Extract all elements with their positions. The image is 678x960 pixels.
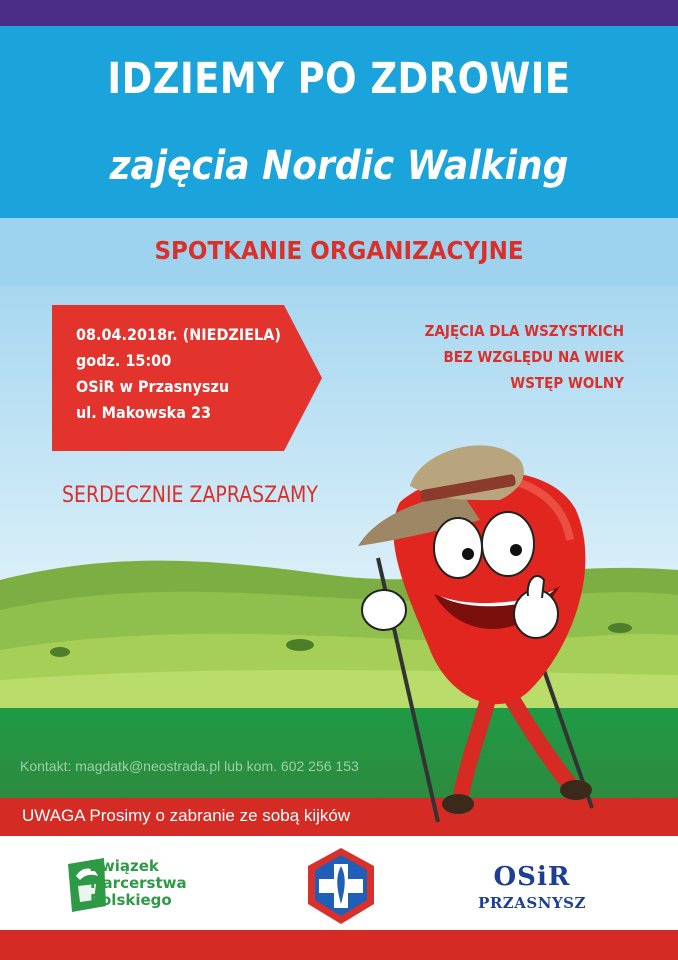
event-date: 08.04.2018r. (NIEDZIELA): [76, 325, 281, 344]
audience-line: ZAJĘCIA DLA WSZYSTKICH: [424, 322, 624, 340]
zhp-line: Polskiego: [90, 891, 172, 909]
poster-subtitle: zajęcia Nordic Walking: [109, 143, 569, 189]
invite-text: SERDECZNIE ZAPRASZAMY: [62, 483, 318, 508]
zhp-line: Harcerstwa: [90, 874, 187, 892]
audience-line: BEZ WZGLĘDU NA WIEK: [443, 348, 624, 366]
poster-title: IDZIEMY PO ZDROWIE: [107, 54, 571, 104]
osir-logo-title: OSiR: [493, 862, 571, 892]
event-info: [76, 322, 304, 426]
event-time: godz. 15:00: [76, 351, 172, 370]
top-stripe: [0, 0, 678, 26]
event-venue: OSiR w Przasnyszu: [76, 377, 230, 396]
bottom-stripe: [0, 930, 678, 960]
pepper-mascot-illustration: [340, 430, 610, 830]
zhp-logo-text: [90, 858, 187, 909]
meeting-title: SPOTKANIE ORGANIZACYJNE: [154, 236, 524, 265]
warning-text: UWAGA Prosimy o zabranie ze sobą kijków: [22, 806, 351, 825]
contact-info: Kontakt: magdatk@neostrada.pl lub kom. 602 256 153: [20, 758, 359, 774]
audience-line: WSTĘP WOLNY: [510, 374, 624, 392]
audience-info: [380, 318, 624, 396]
osir-logo-subtitle: PRZASNYSZ: [478, 894, 586, 912]
event-address: ul. Makowska 23: [76, 403, 212, 422]
zhp-line: Związek: [90, 857, 159, 875]
medical-rescue-logo-icon: [300, 846, 382, 926]
